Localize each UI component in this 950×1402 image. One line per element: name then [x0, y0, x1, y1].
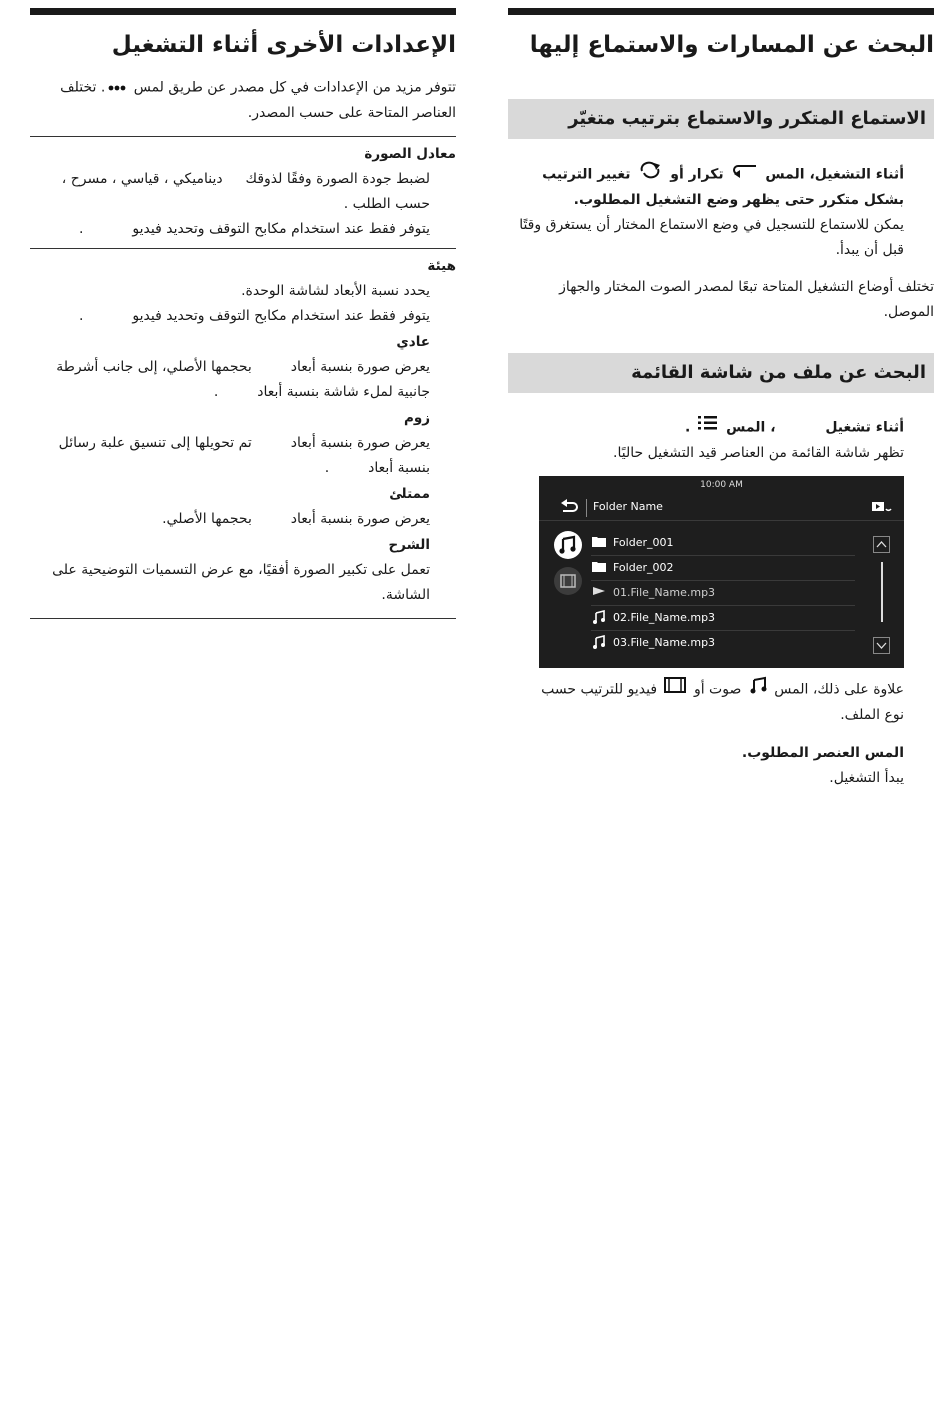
back-icon[interactable]: [559, 499, 579, 519]
normal-label: عادي: [396, 333, 430, 350]
film-icon: [664, 677, 686, 702]
list-item[interactable]: [591, 555, 855, 581]
list-item-label: Folder_001: [613, 535, 674, 549]
eq-note: يتوفر فقط عند استخدام مكابح التوقف وتحديد فيديو .: [79, 220, 430, 237]
full-label: ممتلئ: [389, 485, 430, 502]
repeat-note: يمكن للاستماع للتسجيل في وضع الاستماع المختار أن يستغرق وقتًا قبل أن يبدأ.: [519, 217, 904, 258]
shuffle-icon: [638, 161, 662, 188]
screen-wrapper: [508, 476, 934, 668]
list-item-label: Folder_002: [613, 560, 674, 574]
section-heading-repeat: الاستماع المتكرر والاستماع بترتيب متغيّر: [508, 99, 934, 139]
sort-instruction: علاوة على ذلك، المس صوت أو فيديو للترتيب حسب: [508, 676, 934, 703]
settings-intro-cont: العناصر المتاحة على حسب المصدر.: [247, 104, 456, 121]
settings-title: الإعدادات الأخرى أثناء التشغيل: [111, 32, 456, 58]
normal-desc: يعرض صورة بنسبة أبعاد بحجمها الأصلي، إلى جانب أشرطة: [56, 358, 430, 375]
screen-header: [539, 496, 904, 521]
zoom-label: زوم: [403, 409, 430, 426]
settings-intro: تتوفر مزيد من الإعدادات في كل مصدر عن طريق لمس . تختلف: [30, 75, 456, 101]
eq-label: معادل الصورة: [364, 145, 456, 162]
scrollbar[interactable]: [881, 562, 883, 622]
full-desc: يعرض صورة بنسبة أبعاد بحجمها الأصلي.: [162, 510, 430, 527]
normal-desc-cont: جانبية لملء شاشة بنسبة أبعاد .: [213, 383, 430, 400]
music-note-icon: [592, 610, 606, 627]
list-item[interactable]: [591, 630, 855, 655]
more-options-icon: [108, 75, 126, 100]
list-item[interactable]: [591, 580, 855, 606]
repeat-step: أثناء التشغيل، المس تكرار أو تغيير الترتيب: [508, 161, 934, 188]
list-icon: [698, 415, 718, 440]
list-item-label: 02.File_Name.mp3: [613, 610, 716, 624]
zoom-desc-cont: بنسبة أبعاد .: [324, 459, 430, 476]
aspect-label: هيئة: [427, 257, 456, 274]
aspect-desc: يحدد نسبة الأبعاد لشاشة الوحدة.: [241, 282, 430, 299]
title-bar: [508, 8, 934, 15]
section-end-divider: [30, 618, 456, 619]
video-filter-icon[interactable]: [554, 567, 582, 599]
modes-note: تختلف أوضاع التشغيل المتاحة تبعًا لمصدر الصوت المختار والجهاز الموصل.: [559, 279, 934, 320]
audio-filter-icon[interactable]: [554, 531, 582, 563]
list-item[interactable]: [591, 605, 855, 631]
scroll-down-icon[interactable]: [873, 637, 890, 654]
clock: 10:00 AM: [700, 479, 743, 490]
right-column: [508, 0, 934, 791]
sort-instruction-cont: نوع الملف.: [840, 706, 904, 723]
select-step: المس العنصر المطلوب.: [741, 744, 904, 761]
list-item[interactable]: [591, 530, 855, 556]
music-note-icon: [749, 676, 767, 703]
list-item-label: 03.File_Name.mp3: [613, 635, 716, 649]
aspect-note: يتوفر فقط عند استخدام مكابح التوقف وتحديد فيديو .: [79, 307, 430, 324]
list-step-desc: تظهر شاشة القائمة من العناصر قيد التشغيل حاليًا.: [613, 444, 904, 461]
play-icon: [592, 585, 606, 600]
title-bar: [30, 8, 456, 15]
folder-icon: [592, 535, 606, 550]
eq-section: [30, 136, 456, 242]
folder-icon: [592, 560, 606, 575]
repeat-icon: [732, 162, 758, 187]
list-item-label: 01.File_Name.mp3: [613, 585, 716, 599]
eq-desc-cont: حسب الطلب .: [343, 195, 430, 212]
section-heading-list: البحث عن ملف من شاشة القائمة: [508, 353, 934, 393]
list-step: أثناء تشغيل ، المس .: [508, 415, 934, 441]
folder-name-title: Folder Name: [593, 499, 663, 513]
source-icon[interactable]: [872, 500, 892, 519]
repeat-step-cont: بشكل متكرر حتى يظهر وضع التشغيل المطلوب.: [573, 192, 904, 208]
scroll-up-icon[interactable]: [873, 536, 890, 553]
header-separator: [586, 499, 587, 517]
left-column: [30, 0, 456, 619]
caption-label: الشرح: [388, 536, 430, 553]
zoom-desc: يعرض صورة بنسبة أبعاد تم تحويلها إلى تنسيق علبة رسائل: [58, 434, 430, 451]
list-screen: [539, 476, 904, 668]
caption-desc: تعمل على تكبير الصورة أفقيًا، مع عرض التسميات التوضيحية على الشاشة.: [52, 561, 430, 603]
eq-desc: لضبط جودة الصورة وفقًا لذوقك ديناميكي ، قياسي ، مسرح ،: [61, 170, 430, 187]
select-step-desc: يبدأ التشغيل.: [829, 769, 904, 786]
music-note-icon: [592, 635, 606, 652]
page-title: البحث عن المسارات والاستماع إليها: [529, 32, 934, 58]
aspect-section: [30, 248, 456, 618]
